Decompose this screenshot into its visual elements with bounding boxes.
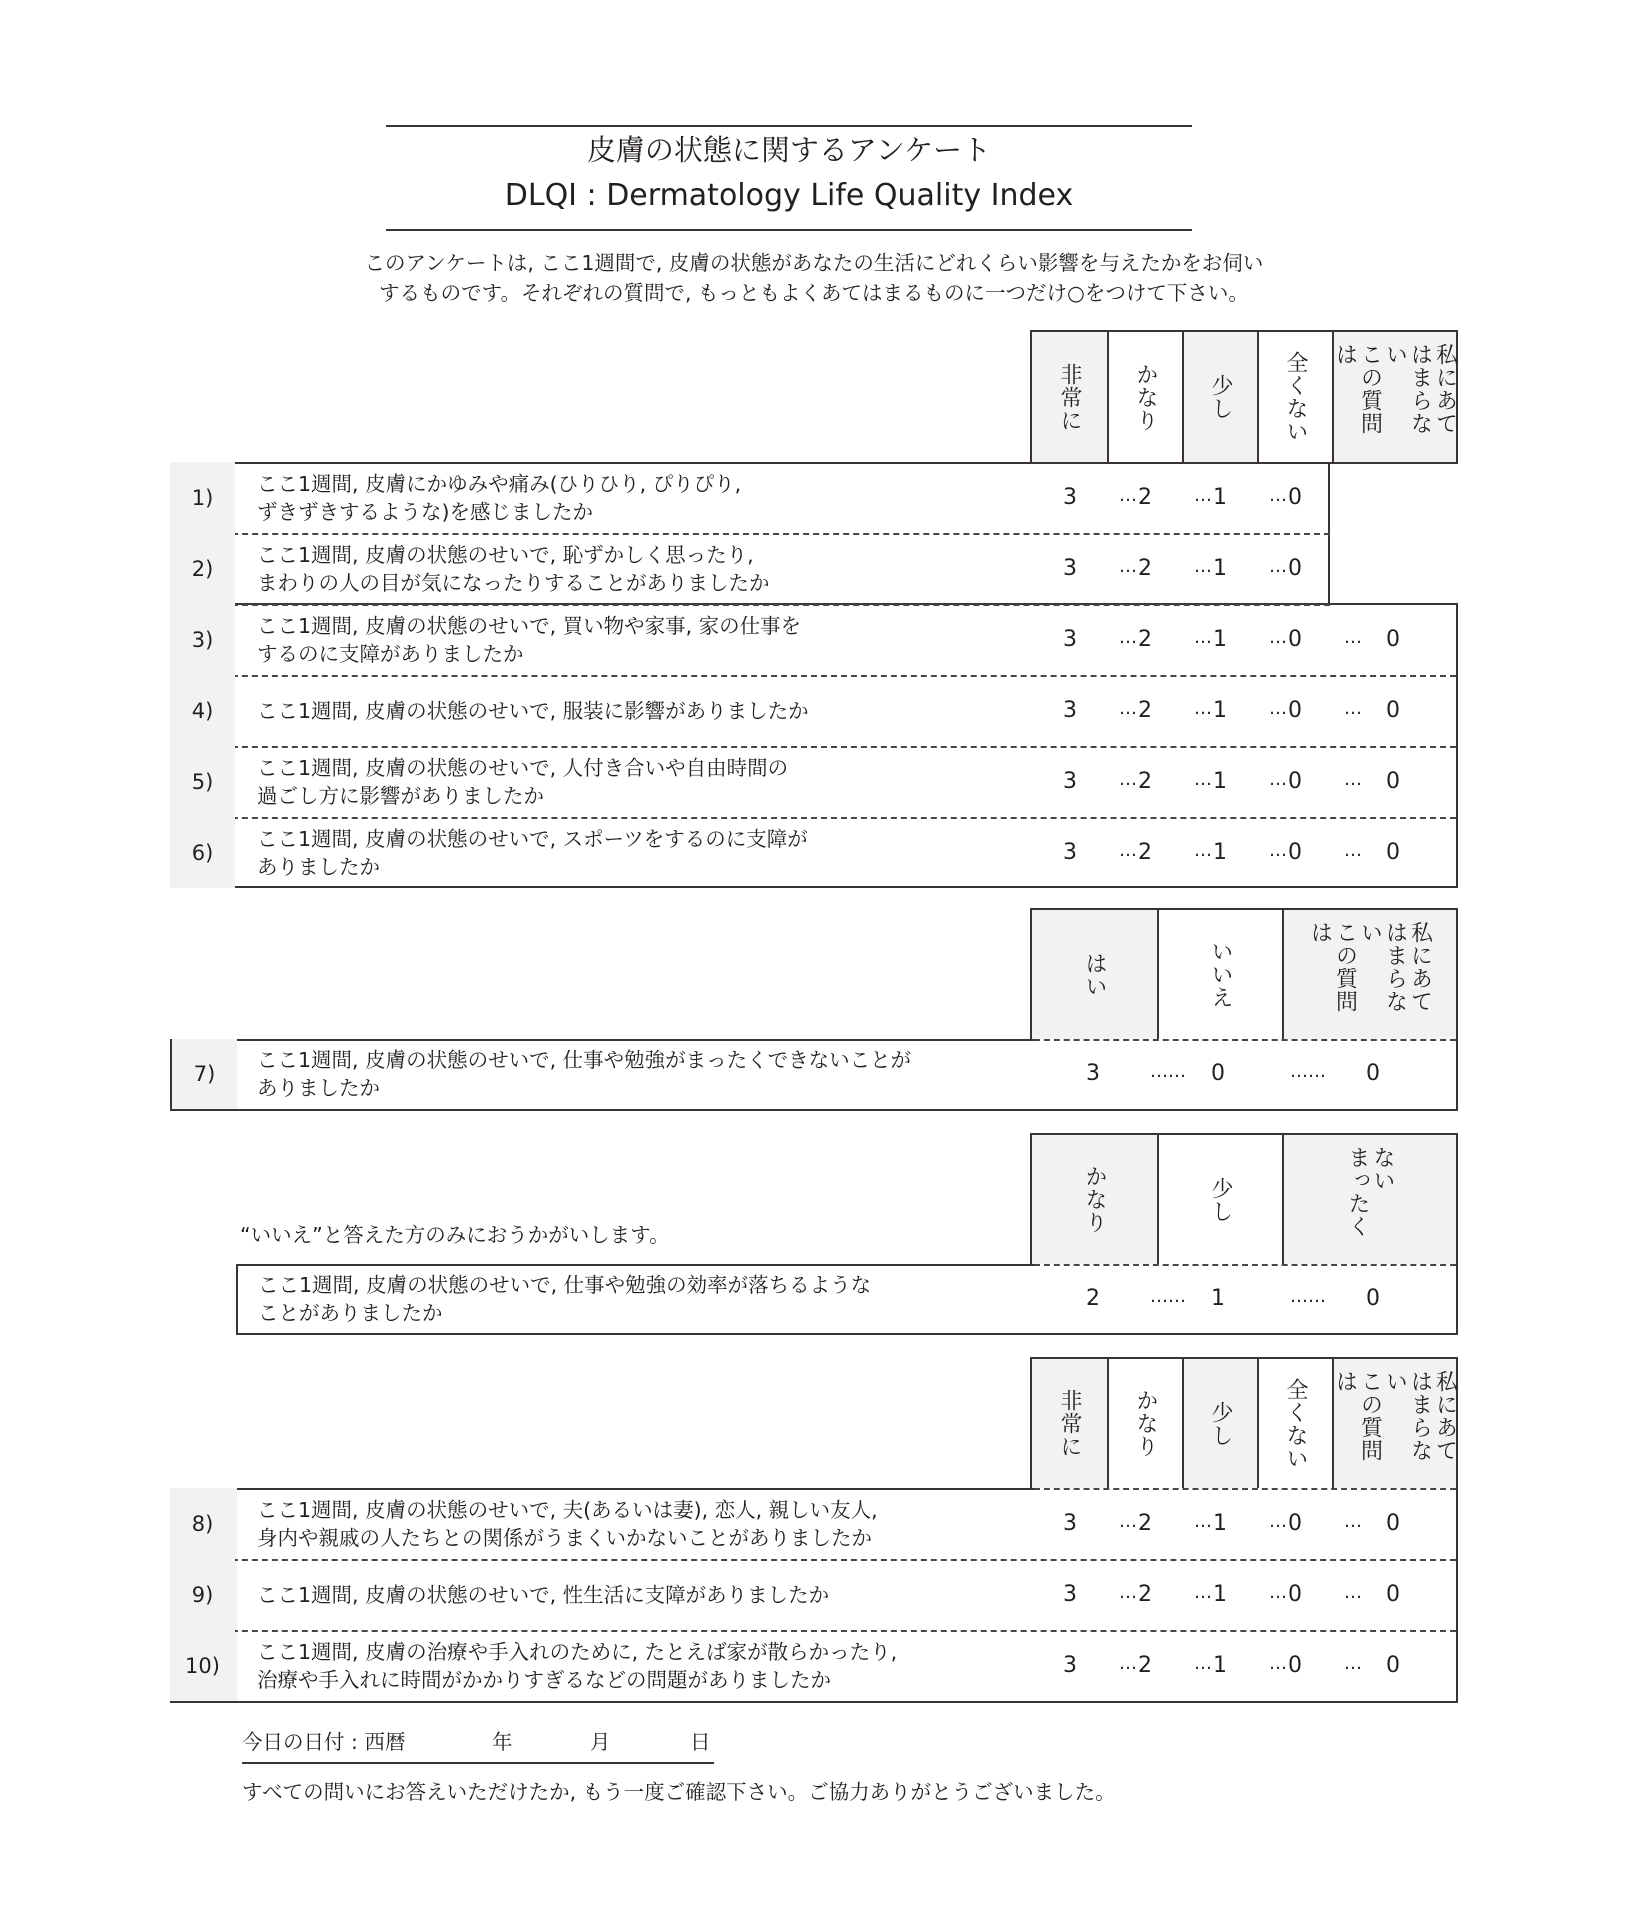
date-label: 今日の日付 : 西暦 bbox=[242, 1730, 406, 1754]
scale-header-block1 bbox=[1030, 330, 1458, 464]
score-option[interactable]: 2 bbox=[1086, 1286, 1100, 1311]
header-label: 非常に bbox=[1057, 1389, 1082, 1458]
score-option[interactable]: 0 bbox=[1288, 1582, 1302, 1607]
question-line: ここ1週間, 皮膚の状態のせいで, 買い物や家事, 家の仕事を bbox=[257, 613, 802, 638]
header-label: かなり bbox=[1082, 1165, 1107, 1234]
question-line: ここ1週間, 皮膚の治療や手入れのために, たとえば家が散らかったり, bbox=[257, 1639, 898, 1664]
question-table-block3 bbox=[170, 1488, 1458, 1703]
score-option[interactable]: 1 bbox=[1213, 698, 1227, 723]
question-line: ずきずきするような)を感じましたか bbox=[257, 499, 593, 524]
question-line: ここ1週間, 皮膚の状態のせいで, スポーツをするのに支障が bbox=[257, 826, 808, 851]
separator: … bbox=[1269, 627, 1287, 648]
separator: … bbox=[1194, 627, 1212, 648]
header-not-relevant bbox=[1282, 910, 1456, 1039]
score-option[interactable]: 2 bbox=[1138, 698, 1152, 723]
not-relevant-option[interactable]: 0 bbox=[1386, 698, 1400, 723]
separator: …… bbox=[1150, 1286, 1186, 1307]
header-label: 全くない bbox=[1283, 351, 1308, 443]
header-very-much bbox=[1032, 1359, 1107, 1488]
separator: … bbox=[1344, 627, 1362, 648]
separator: … bbox=[1344, 769, 1362, 790]
header-a-lot bbox=[1107, 1359, 1182, 1488]
score-option[interactable]: 2 bbox=[1138, 840, 1152, 865]
separator: … bbox=[1269, 1653, 1287, 1674]
score-option[interactable]: 0 bbox=[1288, 485, 1302, 510]
not-relevant-option[interactable]: 0 bbox=[1386, 769, 1400, 794]
not-relevant-option[interactable]: 0 bbox=[1366, 1061, 1380, 1086]
separator: … bbox=[1194, 698, 1212, 719]
date-month-input[interactable] bbox=[520, 1728, 580, 1756]
score-option[interactable]: 2 bbox=[1138, 1511, 1152, 1536]
separator: … bbox=[1119, 1582, 1137, 1603]
score-option[interactable]: 2 bbox=[1138, 769, 1152, 794]
date-day-label: 日 bbox=[690, 1730, 711, 1754]
header-a-little bbox=[1182, 332, 1257, 462]
separator: … bbox=[1269, 556, 1287, 577]
question-line: ありましたか bbox=[257, 1076, 380, 1100]
score-option[interactable]: 2 bbox=[1138, 627, 1152, 652]
header-label: ない bbox=[1370, 1145, 1395, 1192]
question-number: 7) bbox=[172, 1039, 237, 1109]
question-text bbox=[257, 746, 788, 817]
separator: … bbox=[1344, 1582, 1362, 1603]
separator: … bbox=[1194, 1582, 1212, 1603]
question-text bbox=[257, 1039, 911, 1109]
not-relevant-option[interactable]: 0 bbox=[1386, 1653, 1400, 1678]
question-row-2 bbox=[170, 533, 1458, 604]
score-option[interactable]: 0 bbox=[1288, 627, 1302, 652]
separator: … bbox=[1344, 698, 1362, 719]
score-option[interactable]: 1 bbox=[1213, 769, 1227, 794]
score-option[interactable]: 1 bbox=[1213, 1511, 1227, 1536]
separator: …… bbox=[1150, 1061, 1186, 1082]
question-line: ことがありましたか bbox=[258, 1300, 443, 1325]
date-underline bbox=[242, 1762, 714, 1764]
instructions-line-1: このアンケートは, ここ1週間で, 皮膚の状態があなたの生活にどれくらい影響を与えたかをお伺い bbox=[364, 251, 1264, 275]
header-not-relevant bbox=[1332, 1359, 1456, 1488]
header-label: この質問は bbox=[1332, 343, 1383, 435]
question-number: 9) bbox=[170, 1559, 235, 1630]
header-label: 私にあてはまらない bbox=[1382, 343, 1458, 435]
score-option[interactable]: 2 bbox=[1138, 556, 1152, 581]
not-relevant-option[interactable]: 0 bbox=[1386, 1582, 1400, 1607]
separator: … bbox=[1119, 556, 1137, 577]
separator: … bbox=[1194, 556, 1212, 577]
question-text bbox=[258, 1264, 871, 1333]
header-label: 非常に bbox=[1057, 362, 1082, 432]
header-label: 私にあてはまらない bbox=[1382, 1369, 1458, 1462]
header-label: この質問は bbox=[1307, 920, 1358, 1013]
question-number: 10) bbox=[170, 1630, 235, 1701]
separator: … bbox=[1269, 698, 1287, 719]
score-option[interactable]: 1 bbox=[1213, 485, 1227, 510]
question-row-9 bbox=[172, 1559, 1456, 1630]
header-not-at-all bbox=[1257, 1359, 1332, 1488]
question-line: ここ1週間, 皮膚の状態のせいで, 服装に影響がありましたか bbox=[257, 698, 809, 723]
followup-note: “いいえ”と答えた方のみにおうかがいします。 bbox=[240, 1223, 670, 1247]
question-row-10 bbox=[172, 1630, 1456, 1701]
question-row-1 bbox=[170, 462, 1458, 533]
separator: … bbox=[1269, 1511, 1287, 1532]
score-option[interactable]: 3 bbox=[1063, 1582, 1077, 1607]
score-option[interactable]: 1 bbox=[1211, 1286, 1225, 1311]
question-line: 治療や手入れに時間がかかりすぎるなどの問題がありましたか bbox=[257, 1667, 831, 1692]
question-number: 8) bbox=[170, 1488, 235, 1559]
instructions-line-2: するものです。それぞれの質問で, もっともよくあてはまるものに一つだけ○をつけて下さい。 bbox=[379, 281, 1249, 305]
header-a-little bbox=[1157, 1135, 1282, 1264]
title-bottom-rule bbox=[386, 229, 1192, 231]
question-number: 4) bbox=[170, 675, 235, 746]
question-row-8 bbox=[172, 1488, 1456, 1559]
header-a-little bbox=[1182, 1359, 1257, 1488]
question-table-block2 bbox=[170, 1039, 1458, 1111]
score-option[interactable]: 3 bbox=[1063, 1653, 1077, 1678]
date-month-label: 月 bbox=[590, 1730, 611, 1754]
date-day-input[interactable] bbox=[620, 1728, 680, 1756]
question-text bbox=[257, 1630, 897, 1701]
header-label: まったく bbox=[1345, 1145, 1370, 1238]
question-row-5 bbox=[170, 746, 1458, 817]
score-option[interactable]: 0 bbox=[1211, 1061, 1225, 1086]
score-option[interactable]: 0 bbox=[1288, 1511, 1302, 1536]
question-line: ここ1週間, 皮膚の状態のせいで, 人付き合いや自由時間の bbox=[257, 755, 789, 780]
separator: … bbox=[1344, 1653, 1362, 1674]
scale-header-block3 bbox=[1030, 1357, 1458, 1490]
question-line: 身内や親戚の人たちとの関係がうまくいかないことがありましたか bbox=[257, 1525, 872, 1550]
question-line: ここ1週間, 皮膚の状態のせいで, 恥ずかしく思ったり, bbox=[257, 542, 754, 567]
question-text bbox=[257, 817, 808, 888]
separator: … bbox=[1119, 769, 1137, 790]
question-text bbox=[257, 604, 801, 675]
separator: … bbox=[1119, 485, 1137, 506]
question-line: ここ1週間, 皮膚にかゆみや痛み(ひりひり, ぴりぴり, bbox=[257, 471, 742, 496]
score-option[interactable]: 3 bbox=[1086, 1061, 1100, 1086]
date-year-input[interactable] bbox=[422, 1728, 482, 1756]
question-row-4 bbox=[170, 675, 1458, 746]
question-line: するのに支障がありましたか bbox=[257, 641, 524, 666]
question-number: 1) bbox=[170, 462, 235, 533]
question-text bbox=[257, 462, 741, 533]
header-label: はい bbox=[1082, 951, 1107, 998]
header-a-lot bbox=[1032, 1135, 1157, 1264]
score-option[interactable]: 1 bbox=[1213, 556, 1227, 581]
separator: … bbox=[1119, 698, 1137, 719]
score-option[interactable]: 0 bbox=[1288, 769, 1302, 794]
question-line: ここ1週間, 皮膚の状態のせいで, 性生活に支障がありましたか bbox=[257, 1582, 830, 1607]
score-option[interactable]: 1 bbox=[1213, 1582, 1227, 1607]
score-option[interactable]: 0 bbox=[1288, 840, 1302, 865]
closing-message: すべての問いにお答えいただけたか, もう一度ご確認下さい。ご協力ありがとうございました。 bbox=[242, 1780, 1116, 1804]
question-line: ここ1週間, 皮膚の状態のせいで, 仕事や勉強がまったくできないことが bbox=[257, 1048, 912, 1072]
header-label: かなり bbox=[1133, 362, 1158, 432]
not-relevant-option[interactable]: 0 bbox=[1386, 840, 1400, 865]
header-label: 少し bbox=[1208, 1176, 1233, 1223]
separator: … bbox=[1194, 1653, 1212, 1674]
header-label: 私にあてはまらない bbox=[1357, 920, 1433, 1013]
separator: …… bbox=[1290, 1061, 1326, 1082]
header-label: 少し bbox=[1208, 1400, 1233, 1447]
score-option[interactable]: 0 bbox=[1288, 698, 1302, 723]
header-no bbox=[1157, 910, 1282, 1039]
question-number: 3) bbox=[170, 604, 235, 675]
question-row-7-followup bbox=[238, 1264, 1456, 1333]
header-label: 少し bbox=[1208, 374, 1233, 420]
score-option[interactable]: 1 bbox=[1213, 1653, 1227, 1678]
header-label: いいえ bbox=[1208, 940, 1233, 1009]
score-option[interactable]: 2 bbox=[1138, 1582, 1152, 1607]
instructions bbox=[250, 248, 1378, 308]
score-option[interactable]: 3 bbox=[1063, 698, 1077, 723]
score-option[interactable]: 3 bbox=[1063, 627, 1077, 652]
question-line: まわりの人の目が気になったりすることがありましたか bbox=[257, 570, 770, 595]
score-option[interactable]: 3 bbox=[1063, 556, 1077, 581]
score-option[interactable]: 3 bbox=[1063, 1511, 1077, 1536]
score-option[interactable]: 0 bbox=[1366, 1286, 1380, 1311]
header-not-relevant bbox=[1332, 332, 1456, 462]
header-label: この質問は bbox=[1332, 1369, 1383, 1462]
question-row-6 bbox=[170, 817, 1458, 888]
question-line: ありましたか bbox=[257, 854, 380, 879]
date-year-label: 年 bbox=[492, 1730, 513, 1754]
separator: … bbox=[1194, 769, 1212, 790]
question-line: ここ1週間, 皮膚の状態のせいで, 仕事や勉強の効率が落ちるような bbox=[258, 1272, 872, 1297]
header-label: 全くない bbox=[1283, 1377, 1308, 1470]
scale-header-followup bbox=[1030, 1133, 1458, 1266]
separator: … bbox=[1269, 840, 1287, 861]
score-option[interactable]: 2 bbox=[1138, 485, 1152, 510]
title-top-rule bbox=[386, 125, 1192, 127]
question-number: 5) bbox=[170, 746, 235, 817]
separator: … bbox=[1344, 840, 1362, 861]
question-text bbox=[257, 1488, 878, 1559]
question-number: 6) bbox=[170, 817, 235, 888]
separator: … bbox=[1119, 627, 1137, 648]
question-line: 過ごし方に影響がありましたか bbox=[257, 783, 544, 808]
question-text bbox=[257, 533, 770, 604]
not-relevant-option[interactable]: 0 bbox=[1386, 627, 1400, 652]
separator: … bbox=[1119, 1511, 1137, 1532]
separator: … bbox=[1269, 1582, 1287, 1603]
separator: … bbox=[1119, 840, 1137, 861]
question-text bbox=[257, 675, 809, 746]
header-yes bbox=[1032, 910, 1157, 1039]
question-row-3 bbox=[170, 604, 1458, 675]
score-option[interactable]: 3 bbox=[1063, 485, 1077, 510]
page-subtitle: DLQI : Dermatology Life Quality Index bbox=[504, 178, 1074, 213]
separator: … bbox=[1194, 485, 1212, 506]
score-option[interactable]: 1 bbox=[1213, 840, 1227, 865]
separator: … bbox=[1269, 485, 1287, 506]
score-option[interactable]: 3 bbox=[1063, 840, 1077, 865]
score-option[interactable]: 2 bbox=[1138, 1653, 1152, 1678]
separator: … bbox=[1344, 1511, 1362, 1532]
separator: … bbox=[1194, 840, 1212, 861]
question-row-7 bbox=[172, 1039, 1456, 1109]
score-option[interactable]: 0 bbox=[1288, 1653, 1302, 1678]
header-not-at-all bbox=[1257, 332, 1332, 462]
question-table-followup bbox=[236, 1264, 1458, 1335]
separator: … bbox=[1269, 769, 1287, 790]
question-text bbox=[257, 1559, 829, 1630]
question-table-block1 bbox=[170, 462, 1458, 888]
question-number: 2) bbox=[170, 533, 235, 604]
score-option[interactable]: 1 bbox=[1213, 627, 1227, 652]
separator: …… bbox=[1290, 1286, 1326, 1307]
question-line: ここ1週間, 皮膚の状態のせいで, 夫(あるいは妻), 恋人, 親しい友人, bbox=[257, 1497, 878, 1522]
page-title: 皮膚の状態に関するアンケート bbox=[586, 133, 992, 167]
header-label: かなり bbox=[1133, 1389, 1158, 1458]
score-option[interactable]: 3 bbox=[1063, 769, 1077, 794]
scale-header-block2 bbox=[1030, 908, 1458, 1041]
separator: … bbox=[1119, 1653, 1137, 1674]
separator: … bbox=[1194, 1511, 1212, 1532]
score-option[interactable]: 0 bbox=[1288, 556, 1302, 581]
header-not-at-all bbox=[1282, 1135, 1456, 1264]
header-a-lot bbox=[1107, 332, 1182, 462]
header-very-much bbox=[1032, 332, 1107, 462]
not-relevant-option[interactable]: 0 bbox=[1386, 1511, 1400, 1536]
